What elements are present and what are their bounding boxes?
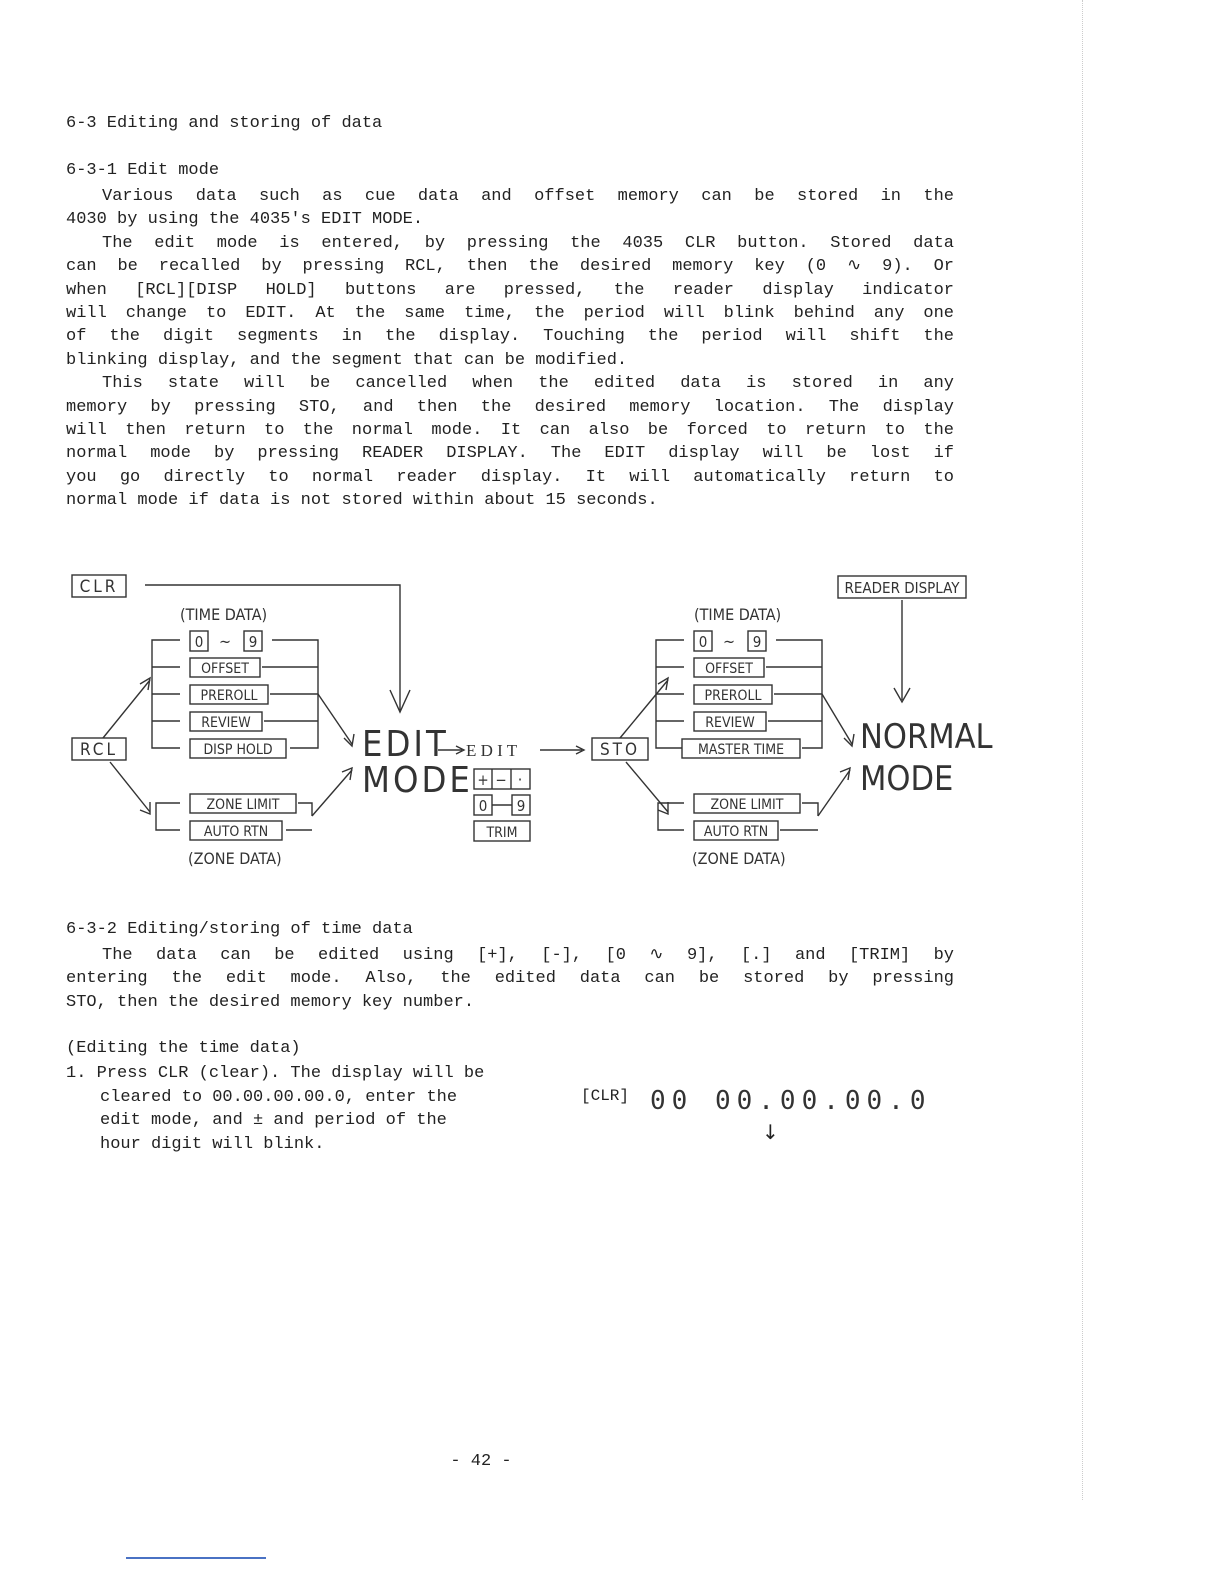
text-line: will change to EDIT. At the same time, the period will blink behind any one — [66, 303, 954, 323]
clr-key-label: CLR — [79, 577, 119, 597]
time-data-label-right: (TIME DATA) — [694, 605, 782, 624]
zone-data-label-left: (ZONE DATA) — [188, 849, 282, 868]
svg-text:+: + — [477, 771, 489, 789]
svg-text:9: 9 — [752, 633, 762, 651]
svg-text:TRIM: TRIM — [486, 825, 518, 841]
text-line: when [RCL][DISP HOLD] buttons are pressed, the reader display indicator — [66, 280, 954, 300]
text-line: STO, then the desired memory key number. — [66, 992, 475, 1012]
text-line: This state will be cancelled when the edited data is stored in any — [102, 374, 954, 394]
paragraph-editing-storing — [66, 944, 954, 1014]
down-arrow-icon: ↓ — [762, 1120, 779, 1144]
svg-text:·: · — [517, 770, 523, 789]
svg-text:0: 0 — [194, 633, 204, 651]
svg-text:9: 9 — [248, 633, 258, 651]
reader-display-label: READER DISPLAY — [844, 579, 960, 597]
normal-mode-text-1: NORMAL — [860, 717, 993, 757]
svg-text:AUTO RTN: AUTO RTN — [203, 824, 269, 840]
svg-text:OFFSET: OFFSET — [201, 661, 249, 677]
edit-mode-text-1: EDIT — [362, 724, 449, 765]
text-line: The edit mode is entered, by pressing the 4035 CLR button. Stored data — [102, 233, 954, 253]
clr-key-reference: [CLR] — [581, 1087, 630, 1105]
text-line: normal mode by pressing READER DISPLAY. The EDIT display will be lost if — [66, 444, 954, 464]
svg-text:ZONE LIMIT: ZONE LIMIT — [710, 797, 784, 813]
text-line: normal mode if data is not stored within about 15 seconds. — [66, 491, 658, 511]
svg-text:PREROLL: PREROLL — [704, 688, 762, 704]
rcl-key-label: RCL — [80, 740, 118, 760]
svg-text:REVIEW: REVIEW — [705, 715, 755, 731]
step-line: hour digit will blink. — [100, 1134, 325, 1154]
text-line: blinking display, and the segment that can be modified. — [66, 350, 628, 370]
text-line: you go directly to normal reader display. It will automatically return to — [66, 467, 954, 487]
text-line: The data can be edited using [+], [-], [0 ∿ 9], [.] and [TRIM] by — [102, 946, 954, 965]
section-title: 6-3 Editing and storing of data — [66, 114, 383, 133]
page-edge-divider — [1082, 0, 1083, 1500]
svg-text:PREROLL: PREROLL — [200, 688, 258, 704]
sto-key-label: STO — [599, 740, 641, 760]
svg-text:9: 9 — [516, 797, 526, 815]
text-line: entering the edit mode. Also, the edited data can be stored by pressing — [66, 969, 954, 989]
edit-mode-text-2: MODE — [362, 760, 473, 801]
svg-text:0: 0 — [698, 633, 708, 651]
paragraph-edit-mode — [66, 185, 954, 512]
subsection-title-editing-storing: 6-3-2 Editing/storing of time data — [66, 920, 413, 939]
edit-mode-flow-diagram — [0, 560, 1224, 880]
svg-text:AUTO RTN: AUTO RTN — [703, 824, 769, 840]
step-line: cleared to 00.00.00.00.0, enter the — [100, 1087, 458, 1107]
normal-mode-text-2: MODE — [860, 759, 954, 799]
text-line: memory by pressing STO, and then the desired memory location. The display — [66, 397, 954, 417]
page-number: - 42 - — [450, 1452, 512, 1471]
svg-text:~: ~ — [218, 632, 232, 651]
svg-text:MASTER TIME: MASTER TIME — [697, 742, 785, 758]
svg-text:ZONE LIMIT: ZONE LIMIT — [206, 797, 280, 813]
step-line: 1. Press CLR (clear). The display will be — [66, 1064, 485, 1083]
edit-label: E D I T — [466, 741, 518, 760]
text-line: Various data such as cue data and offset memory can be stored in the — [102, 187, 954, 206]
text-line: 4030 by using the 4035's EDIT MODE. — [66, 210, 424, 230]
svg-text:REVIEW: REVIEW — [201, 715, 251, 731]
svg-text:OFFSET: OFFSET — [705, 661, 753, 677]
text-line: can be recalled by pressing RCL, then the desired memory key (0 ∿ 9). Or — [66, 257, 954, 277]
step-line: edit mode, and ± and period of the — [100, 1111, 447, 1131]
svg-text:−: − — [495, 771, 507, 789]
subsection-title-edit-mode: 6-3-1 Edit mode — [66, 161, 220, 180]
zone-data-label-right: (ZONE DATA) — [692, 849, 786, 868]
svg-text:~: ~ — [722, 632, 736, 651]
text-line: will then return to the normal mode. It can also be forced to return to the — [66, 420, 954, 440]
text-line: of the digit segments in the display. Touching the period will shift the — [66, 327, 954, 347]
step-1 — [66, 1062, 484, 1156]
svg-text:DISP HOLD: DISP HOLD — [203, 742, 273, 758]
blue-underline — [126, 1557, 266, 1559]
editing-heading: (Editing the time data) — [66, 1039, 301, 1058]
svg-text:0: 0 — [478, 797, 488, 815]
time-data-label-left: (TIME DATA) — [180, 605, 268, 624]
lcd-display: 00 00.00.00.0 — [650, 1086, 932, 1116]
